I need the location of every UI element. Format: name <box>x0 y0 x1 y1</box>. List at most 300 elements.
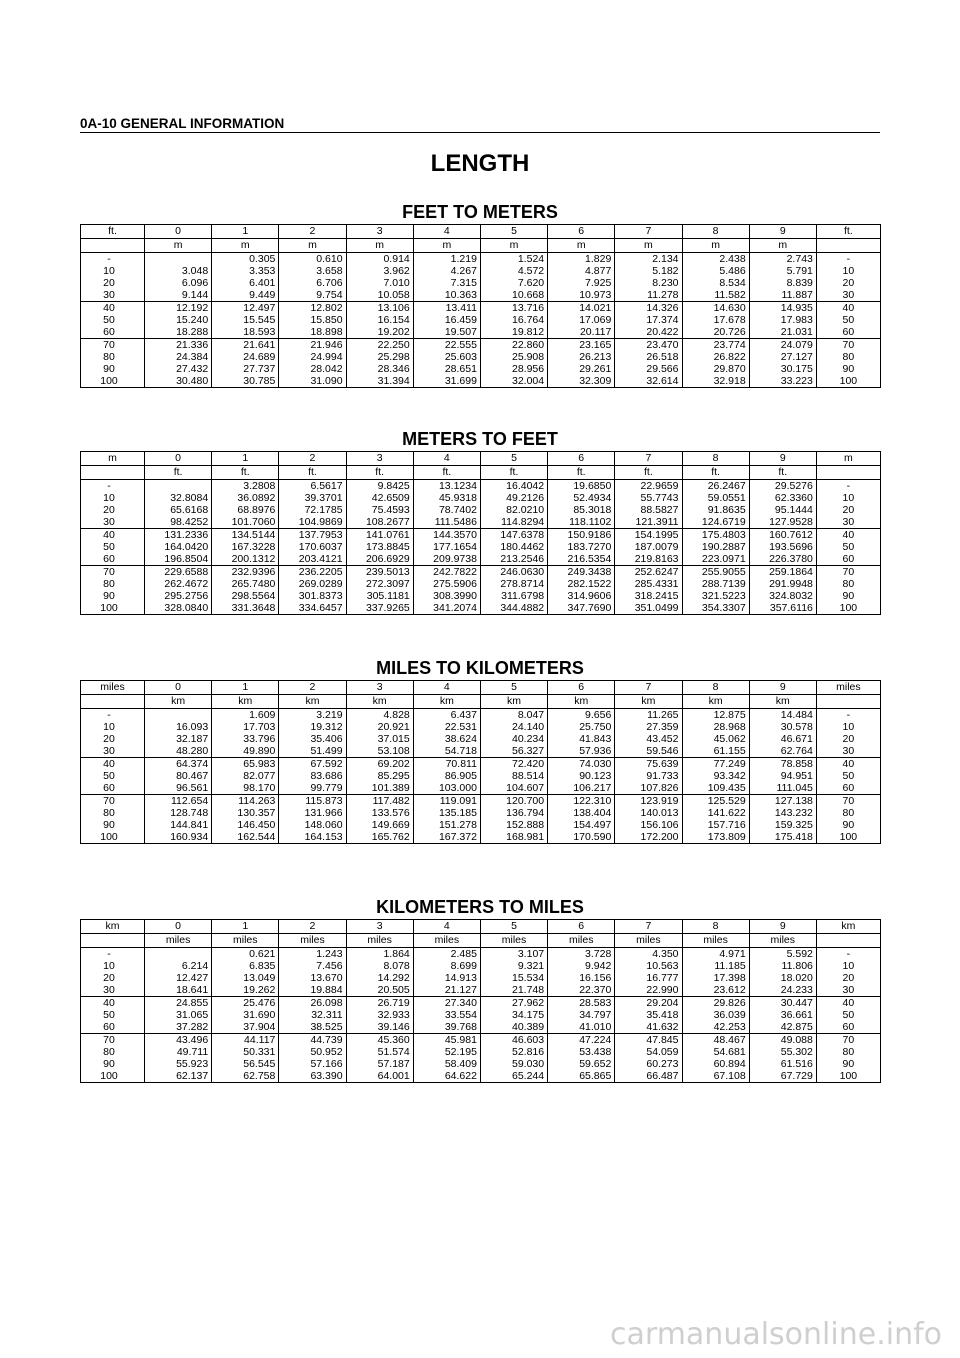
table-cell: 203.4121 <box>279 553 346 566</box>
table-cell: 94.951 <box>749 770 816 782</box>
row-label: 20 <box>816 277 880 289</box>
table-cell: 10.668 <box>480 289 547 302</box>
row-label: 100 <box>81 831 145 844</box>
table-cell: 36.039 <box>682 1009 749 1021</box>
unit-label: m <box>548 239 615 253</box>
table-cell: 45.062 <box>682 733 749 745</box>
row-label: 90 <box>816 363 880 375</box>
table-row <box>81 253 881 266</box>
row-label: - <box>81 253 145 266</box>
table-cell: 140.013 <box>615 807 682 819</box>
table-cell: 11.582 <box>682 289 749 302</box>
table-cell: 262.4672 <box>145 578 212 590</box>
table-cell: 62.137 <box>145 1070 212 1083</box>
table-cell: 328.0840 <box>145 602 212 615</box>
row-label: 80 <box>81 351 145 363</box>
table-row <box>81 807 881 819</box>
row-label: 60 <box>816 782 880 795</box>
table-cell: 9.754 <box>279 289 346 302</box>
table-cell: 1.829 <box>548 253 615 266</box>
row-label: 20 <box>81 277 145 289</box>
row-label: 80 <box>81 1046 145 1058</box>
table-cell: 6.835 <box>212 960 279 972</box>
table-cell: 31.690 <box>212 1009 279 1021</box>
table-cell: 41.843 <box>548 733 615 745</box>
table-cell: 15.534 <box>480 972 547 984</box>
table-cell: 21.031 <box>749 326 816 339</box>
table-cell: 127.9528 <box>749 516 816 529</box>
row-label: 20 <box>816 733 880 745</box>
table-cell: 57.936 <box>548 745 615 758</box>
table-cell: 2.134 <box>615 253 682 266</box>
row-label: 90 <box>81 363 145 375</box>
table-row <box>81 831 881 844</box>
table-cell: 43.496 <box>145 1034 212 1047</box>
table-cell: 38.624 <box>413 733 480 745</box>
table-cell: 6.096 <box>145 277 212 289</box>
table-cell: 8.699 <box>413 960 480 972</box>
table-section <box>80 200 880 388</box>
table-cell: 26.213 <box>548 351 615 363</box>
table-cell: 96.561 <box>145 782 212 795</box>
table-cell: 80.467 <box>145 770 212 782</box>
table-cell: 314.9606 <box>548 590 615 602</box>
table-row <box>81 782 881 795</box>
column-digit: 1 <box>212 681 279 695</box>
table-cell: 213.2546 <box>480 553 547 566</box>
table-cell: 124.6719 <box>682 516 749 529</box>
table-cell: 0.610 <box>279 253 346 266</box>
row-label: 100 <box>81 1070 145 1083</box>
table-cell: 95.1444 <box>749 504 816 516</box>
row-label: 100 <box>816 831 880 844</box>
table-cell: 157.716 <box>682 819 749 831</box>
table-cell: 32.933 <box>346 1009 413 1021</box>
table-cell: 295.2756 <box>145 590 212 602</box>
blank-cell <box>81 466 145 480</box>
table-cell: 6.706 <box>279 277 346 289</box>
table-cell: 4.828 <box>346 709 413 722</box>
unit-label: ft. <box>212 466 279 480</box>
table-cell: 13.1234 <box>413 480 480 493</box>
table-cell: 29.261 <box>548 363 615 375</box>
table-cell: 57.187 <box>346 1058 413 1070</box>
table-cell: 298.5564 <box>212 590 279 602</box>
page-title: LENGTH <box>430 150 530 177</box>
table-cell: 47.224 <box>548 1034 615 1047</box>
page-header: 0A-10 GENERAL INFORMATION <box>80 116 880 133</box>
table-row <box>81 997 881 1010</box>
table-cell: 114.263 <box>212 795 279 808</box>
table-cell: 19.202 <box>346 326 413 339</box>
table-cell: 62.758 <box>212 1070 279 1083</box>
table-cell: 152.888 <box>480 819 547 831</box>
table-cell: 23.612 <box>682 984 749 997</box>
column-digit: 9 <box>749 225 816 239</box>
table-cell: 72.420 <box>480 758 547 771</box>
row-label: - <box>81 480 145 493</box>
row-label: 30 <box>816 516 880 529</box>
table-cell: 26.518 <box>615 351 682 363</box>
table-cell: 33.223 <box>749 375 816 388</box>
table-cell: 64.622 <box>413 1070 480 1083</box>
table-row <box>81 948 881 961</box>
corner-label: miles <box>816 681 880 695</box>
table-cell: 3.353 <box>212 265 279 277</box>
unit-label: miles <box>682 934 749 948</box>
table-cell: 15.850 <box>279 314 346 326</box>
table-cell: 69.202 <box>346 758 413 771</box>
table-cell: 18.898 <box>279 326 346 339</box>
table-cell: 60.894 <box>682 1058 749 1070</box>
table-row <box>81 1034 881 1047</box>
table-section <box>80 656 880 844</box>
column-digit: 1 <box>212 920 279 934</box>
table-cell: 29.5276 <box>749 480 816 493</box>
table-cell: 29.566 <box>615 363 682 375</box>
table-cell: 137.7953 <box>279 529 346 542</box>
table-cell: 12.427 <box>145 972 212 984</box>
table-cell: 269.0289 <box>279 578 346 590</box>
table-cell: 10.058 <box>346 289 413 302</box>
column-digit: 7 <box>615 920 682 934</box>
table-cell: 25.298 <box>346 351 413 363</box>
column-digit: 8 <box>682 452 749 466</box>
row-label: 100 <box>816 602 880 615</box>
unit-row <box>81 466 881 480</box>
corner-label: km <box>816 920 880 934</box>
table-cell: 164.153 <box>279 831 346 844</box>
table-cell: 9.144 <box>145 289 212 302</box>
table-cell: 347.7690 <box>548 602 615 615</box>
table-row <box>81 1021 881 1034</box>
table-cell: 165.762 <box>346 831 413 844</box>
table-cell: 13.049 <box>212 972 279 984</box>
table-cell: 20.921 <box>346 721 413 733</box>
table-row <box>81 1046 881 1058</box>
unit-label: km <box>480 695 547 709</box>
unit-label: miles <box>413 934 480 948</box>
row-label: 20 <box>816 972 880 984</box>
table-cell: 141.0761 <box>346 529 413 542</box>
table-cell: 16.777 <box>615 972 682 984</box>
table-cell: 51.574 <box>346 1046 413 1058</box>
table-cell: 31.090 <box>279 375 346 388</box>
row-label: 50 <box>816 1009 880 1021</box>
column-digit: 8 <box>682 920 749 934</box>
table-row <box>81 375 881 388</box>
corner-label: ft. <box>81 225 145 239</box>
table-cell: 7.925 <box>548 277 615 289</box>
table-cell: 85.3018 <box>548 504 615 516</box>
table-cell: 164.0420 <box>145 541 212 553</box>
table-cell: 146.450 <box>212 819 279 831</box>
table-cell: 48.280 <box>145 745 212 758</box>
table-cell: 119.091 <box>413 795 480 808</box>
table-row <box>81 326 881 339</box>
table-cell: 131.2336 <box>145 529 212 542</box>
table-cell: 82.077 <box>212 770 279 782</box>
table-cell: 22.555 <box>413 339 480 352</box>
table-cell: 134.5144 <box>212 529 279 542</box>
table-cell: 23.470 <box>615 339 682 352</box>
table-cell: 103.000 <box>413 782 480 795</box>
table-cell: 28.956 <box>480 363 547 375</box>
table-cell: 18.020 <box>749 972 816 984</box>
table-cell: 65.865 <box>548 1070 615 1083</box>
unit-row <box>81 695 881 709</box>
row-label: 100 <box>81 375 145 388</box>
table-cell: 5.182 <box>615 265 682 277</box>
row-label: 60 <box>816 553 880 566</box>
table-title: FEET TO METERS <box>402 202 558 222</box>
table-cell: 17.069 <box>548 314 615 326</box>
table-cell: 35.406 <box>279 733 346 745</box>
table-cell: 55.7743 <box>615 492 682 504</box>
table-cell: 357.6116 <box>749 602 816 615</box>
table-cell: 19.262 <box>212 984 279 997</box>
table-cell: 24.994 <box>279 351 346 363</box>
table-cell: 56.327 <box>480 745 547 758</box>
column-digit: 2 <box>279 452 346 466</box>
table-cell: 259.1864 <box>749 566 816 579</box>
table-cell: 43.452 <box>615 733 682 745</box>
table-cell: 167.3228 <box>212 541 279 553</box>
table-cell <box>145 253 212 266</box>
table-cell: 70.811 <box>413 758 480 771</box>
table-cell: 13.716 <box>480 302 547 315</box>
table-cell: 22.531 <box>413 721 480 733</box>
table-cell: 75.4593 <box>346 504 413 516</box>
table-cell: 11.887 <box>749 289 816 302</box>
table-cell: 27.127 <box>749 351 816 363</box>
table-cell: 118.1102 <box>548 516 615 529</box>
unit-label: ft. <box>749 466 816 480</box>
table-cell: 19.812 <box>480 326 547 339</box>
table-cell: 36.661 <box>749 1009 816 1021</box>
table-cell: 52.195 <box>413 1046 480 1058</box>
table-cell: 61.516 <box>749 1058 816 1070</box>
table-cell: 49.890 <box>212 745 279 758</box>
header-row <box>81 681 881 695</box>
row-label: 70 <box>816 339 880 352</box>
column-digit: 3 <box>346 920 413 934</box>
table-cell: 0.305 <box>212 253 279 266</box>
table-cell: 1.219 <box>413 253 480 266</box>
blank-cell <box>81 934 145 948</box>
table-cell: 101.7060 <box>212 516 279 529</box>
table-cell: 219.8163 <box>615 553 682 566</box>
table-cell: 30.785 <box>212 375 279 388</box>
table-cell: 54.681 <box>682 1046 749 1058</box>
table-cell: 150.9186 <box>548 529 615 542</box>
table-cell: 22.250 <box>346 339 413 352</box>
unit-label: km <box>346 695 413 709</box>
row-label: - <box>816 709 880 722</box>
table-row <box>81 492 881 504</box>
table-cell: 35.418 <box>615 1009 682 1021</box>
column-digit: 4 <box>413 920 480 934</box>
conversion-table <box>80 680 881 844</box>
table-cell: 27.737 <box>212 363 279 375</box>
table-cell: 14.630 <box>682 302 749 315</box>
column-digit: 2 <box>279 225 346 239</box>
table-cell: 14.913 <box>413 972 480 984</box>
column-digit: 6 <box>548 225 615 239</box>
table-cell: 59.0551 <box>682 492 749 504</box>
row-label: 50 <box>816 314 880 326</box>
row-label: 30 <box>81 984 145 997</box>
table-cell: 24.233 <box>749 984 816 997</box>
table-cell: 38.525 <box>279 1021 346 1034</box>
row-label: 40 <box>81 758 145 771</box>
table-cell: 252.6247 <box>615 566 682 579</box>
table-cell: 115.873 <box>279 795 346 808</box>
unit-label: ft. <box>413 466 480 480</box>
table-cell: 23.774 <box>682 339 749 352</box>
table-cell: 2.743 <box>749 253 816 266</box>
table-cell: 6.401 <box>212 277 279 289</box>
table-cell: 21.641 <box>212 339 279 352</box>
conversion-table <box>80 451 881 615</box>
column-digit: 2 <box>279 920 346 934</box>
table-cell: 2.485 <box>413 948 480 961</box>
table-row <box>81 709 881 722</box>
table-cell: 13.106 <box>346 302 413 315</box>
row-label: 90 <box>81 590 145 602</box>
table-cell: 98.4252 <box>145 516 212 529</box>
row-label: 30 <box>816 984 880 997</box>
row-label: 30 <box>81 745 145 758</box>
column-digit: 9 <box>749 452 816 466</box>
table-cell: 16.093 <box>145 721 212 733</box>
table-cell: 12.875 <box>682 709 749 722</box>
header-row <box>81 452 881 466</box>
table-cell: 6.5617 <box>279 480 346 493</box>
column-digit: 5 <box>480 681 547 695</box>
table-cell: 24.140 <box>480 721 547 733</box>
table-cell: 67.592 <box>279 758 346 771</box>
row-label: - <box>81 709 145 722</box>
table-cell: 246.0630 <box>480 566 547 579</box>
table-title: METERS TO FEET <box>402 429 558 449</box>
row-label: 90 <box>816 819 880 831</box>
unit-label: km <box>615 695 682 709</box>
table-cell: 30.480 <box>145 375 212 388</box>
unit-label: km <box>279 695 346 709</box>
row-label: 10 <box>81 492 145 504</box>
table-cell: 111.5486 <box>413 516 480 529</box>
table-cell: 34.797 <box>548 1009 615 1021</box>
table-cell: 22.990 <box>615 984 682 997</box>
unit-label: ft. <box>279 466 346 480</box>
table-cell: 149.669 <box>346 819 413 831</box>
table-cell: 31.394 <box>346 375 413 388</box>
corner-label: km <box>81 920 145 934</box>
table-cell: 17.398 <box>682 972 749 984</box>
table-cell: 101.389 <box>346 782 413 795</box>
table-cell: 30.447 <box>749 997 816 1010</box>
header-row <box>81 225 881 239</box>
table-cell: 45.9318 <box>413 492 480 504</box>
corner-label: ft. <box>816 225 880 239</box>
table-cell: 28.042 <box>279 363 346 375</box>
table-cell: 183.7270 <box>548 541 615 553</box>
table-cell: 236.2205 <box>279 566 346 579</box>
table-cell: 32.004 <box>480 375 547 388</box>
table-cell: 275.5906 <box>413 578 480 590</box>
table-cell: 42.253 <box>682 1021 749 1034</box>
table-cell: 24.079 <box>749 339 816 352</box>
table-cell: 7.620 <box>480 277 547 289</box>
unit-label: m <box>682 239 749 253</box>
table-title: MILES TO KILOMETERS <box>376 658 584 678</box>
table-cell: 13.411 <box>413 302 480 315</box>
table-cell: 7.010 <box>346 277 413 289</box>
table-cell: 311.6798 <box>480 590 547 602</box>
row-label: 30 <box>81 289 145 302</box>
unit-label: miles <box>346 934 413 948</box>
table-cell: 42.6509 <box>346 492 413 504</box>
row-label: 40 <box>816 302 880 315</box>
table-cell: 32.918 <box>682 375 749 388</box>
table-cell: 11.185 <box>682 960 749 972</box>
row-label: 40 <box>816 758 880 771</box>
table-cell: 8.078 <box>346 960 413 972</box>
unit-label: miles <box>279 934 346 948</box>
table-cell: 77.249 <box>682 758 749 771</box>
table-cell: 14.292 <box>346 972 413 984</box>
table-row <box>81 602 881 615</box>
table-cell: 16.459 <box>413 314 480 326</box>
table-cell: 265.7480 <box>212 578 279 590</box>
table-cell: 172.200 <box>615 831 682 844</box>
table-cell: 31.699 <box>413 375 480 388</box>
column-digit: 0 <box>145 681 212 695</box>
table-cell: 354.3307 <box>682 602 749 615</box>
table-cell: 1.524 <box>480 253 547 266</box>
table-cell: 305.1181 <box>346 590 413 602</box>
table-cell: 78.858 <box>749 758 816 771</box>
row-label: 60 <box>816 1021 880 1034</box>
table-cell: 193.5696 <box>749 541 816 553</box>
table-cell: 351.0499 <box>615 602 682 615</box>
table-cell: 160.934 <box>145 831 212 844</box>
table-row <box>81 553 881 566</box>
table-cell: 18.288 <box>145 326 212 339</box>
row-label: 70 <box>81 795 145 808</box>
table-cell: 28.583 <box>548 997 615 1010</box>
conversion-table <box>80 919 881 1083</box>
table-cell: 54.059 <box>615 1046 682 1058</box>
table-cell: 272.3097 <box>346 578 413 590</box>
column-digit: 7 <box>615 225 682 239</box>
table-cell: 159.325 <box>749 819 816 831</box>
unit-label: km <box>749 695 816 709</box>
table-cell: 200.1312 <box>212 553 279 566</box>
row-label: 40 <box>81 529 145 542</box>
table-cell: 39.3701 <box>279 492 346 504</box>
row-label: 20 <box>81 733 145 745</box>
row-label: - <box>816 480 880 493</box>
table-cell: 5.791 <box>749 265 816 277</box>
table-cell: 57.166 <box>279 1058 346 1070</box>
table-cell: 49.2126 <box>480 492 547 504</box>
table-cell: 143.232 <box>749 807 816 819</box>
table-cell: 22.370 <box>548 984 615 997</box>
table-cell: 154.497 <box>548 819 615 831</box>
table-cell: 83.686 <box>279 770 346 782</box>
